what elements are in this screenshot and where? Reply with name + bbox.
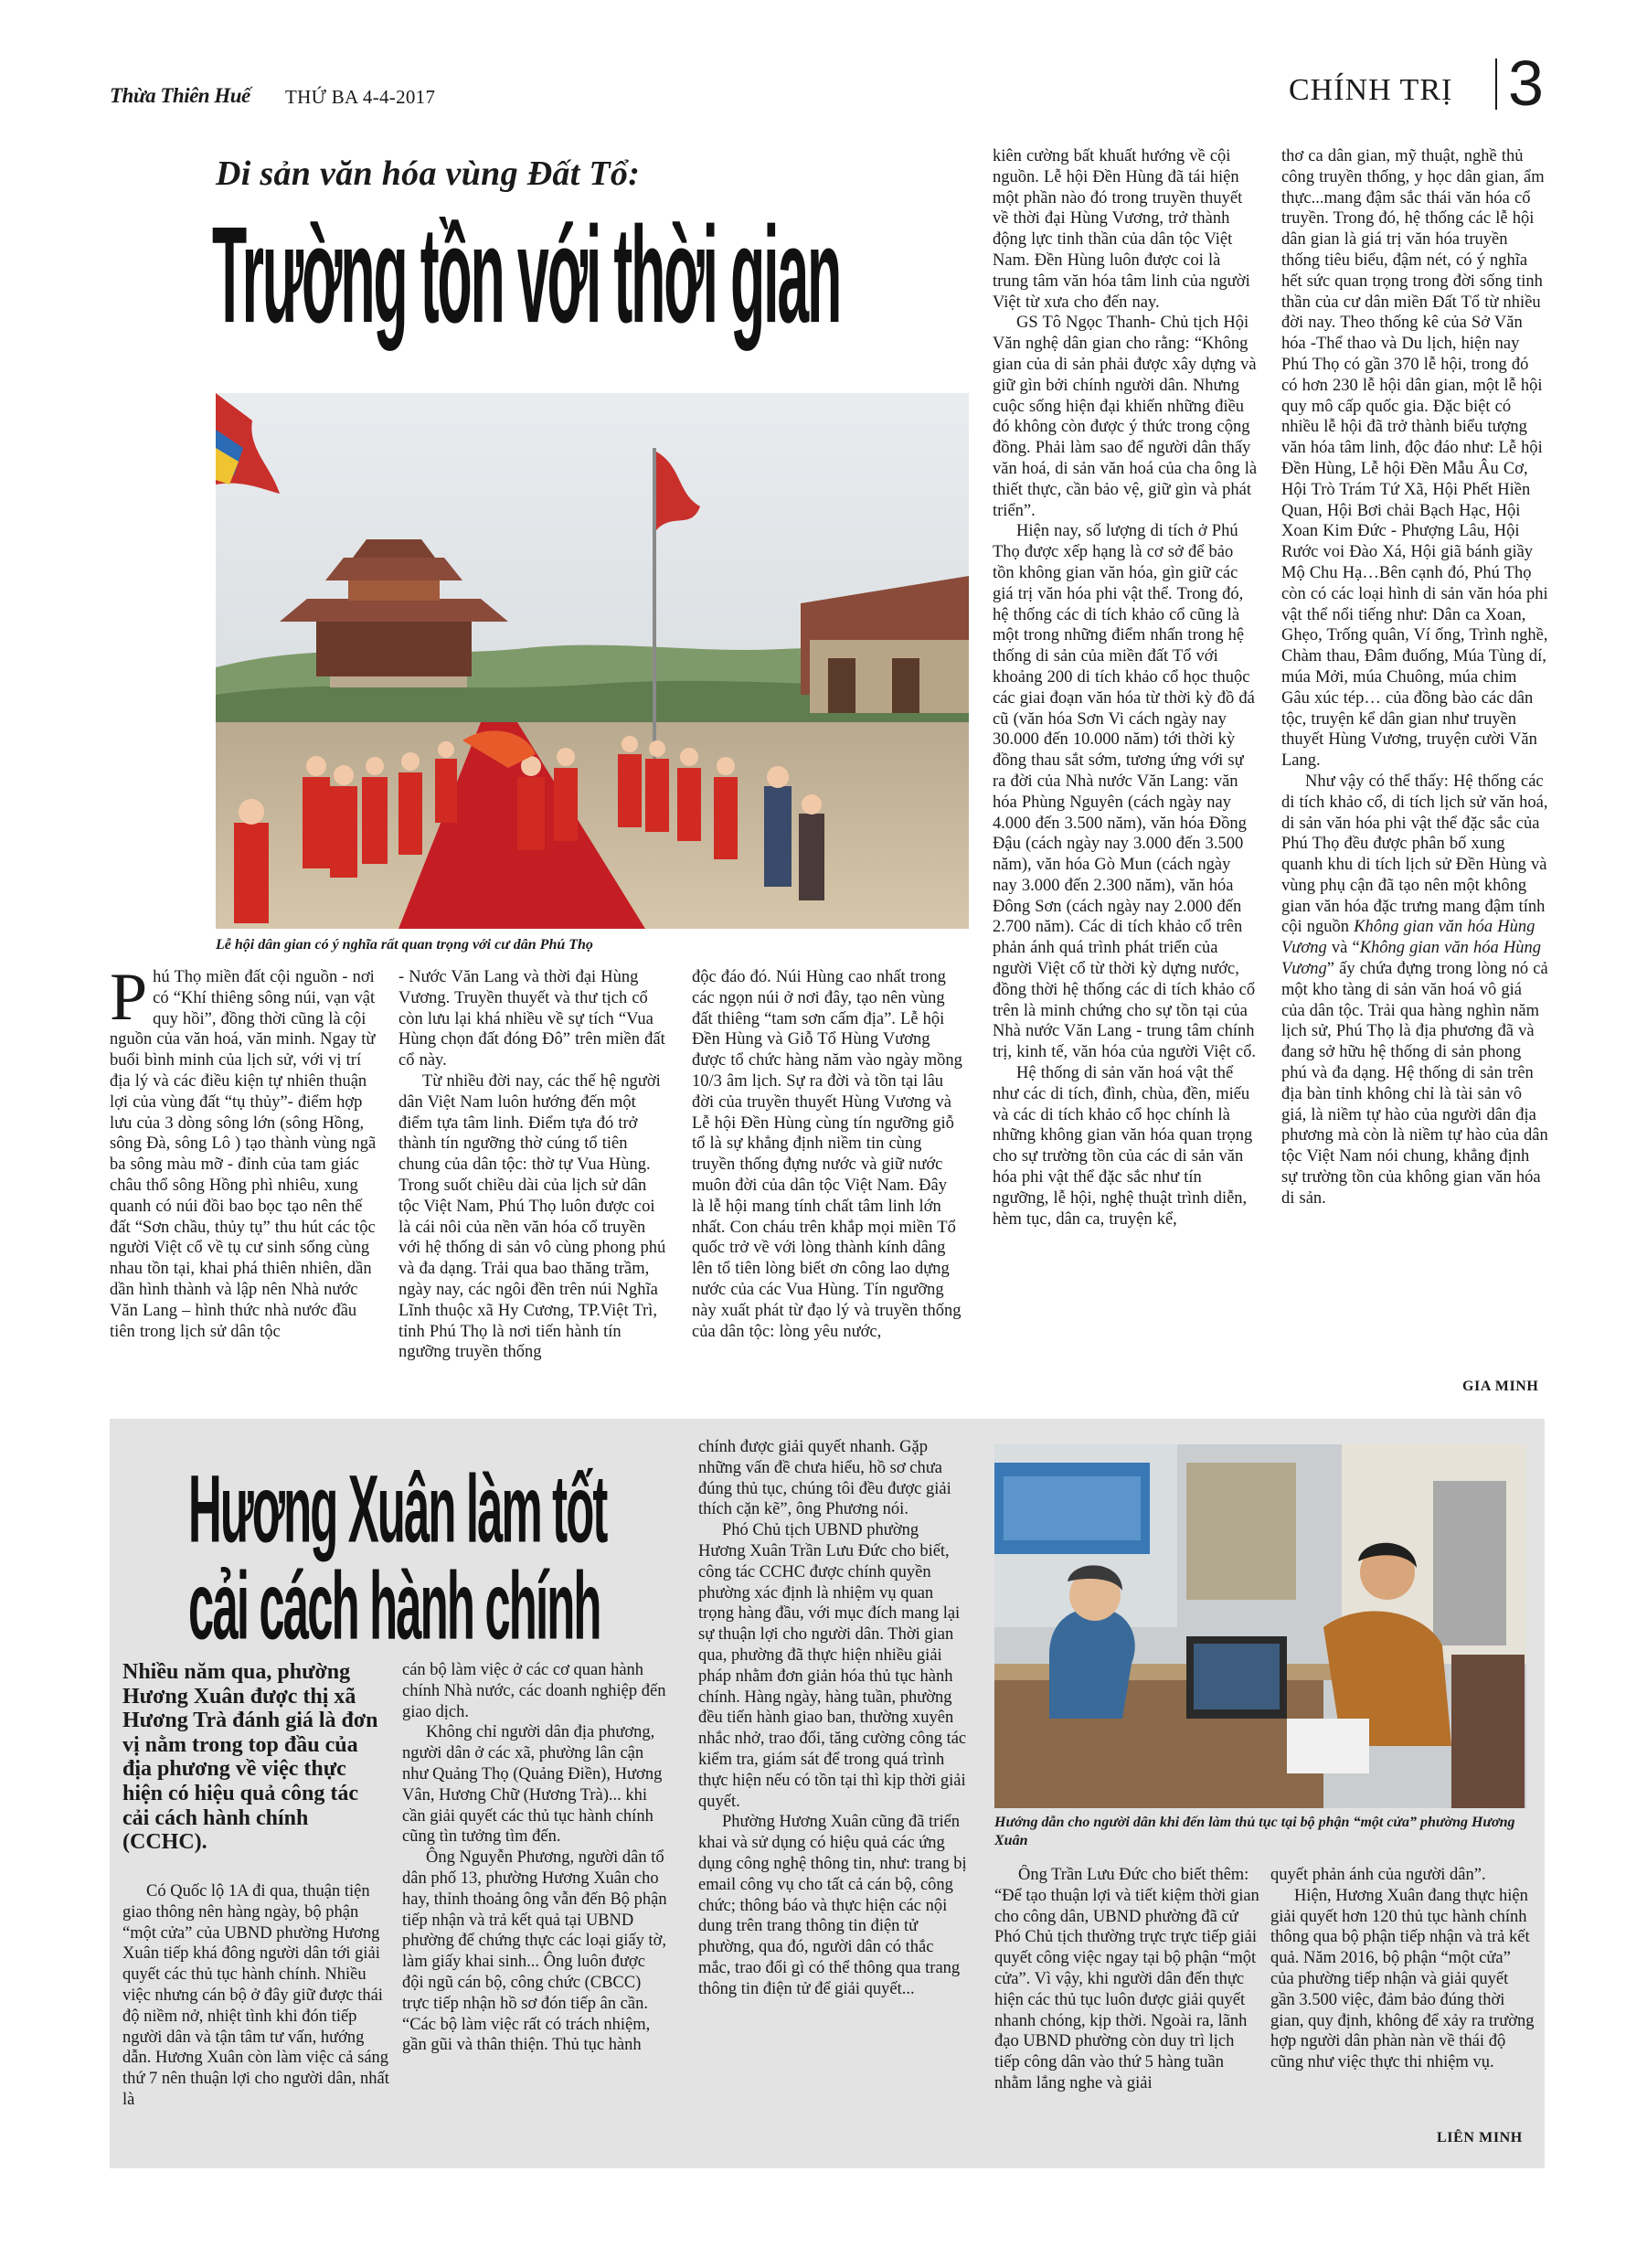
masthead-divider [1495,59,1497,110]
paragraph [1281,772,1548,1209]
article2-column-2 [402,1660,667,2158]
paragraph: Từ nhiều đời nay, các thế hệ người dân Việt Nam luôn hướng đến một điểm tựa tâm linh. Điểm tựa đó trở thành tín ngưỡng thờ cúng tổ tiên chung của dân tộc: thờ tự Vua Hùng. Trong suốt chiều dài của lịch sử dân tộc Việt Nam, Phú Thọ luôn được coi là cái nôi của nền văn hóa cổ truyền với hệ thống di sản vô cùng phong phú và đa dạng. Trải qua bao thăng trầm, ngày nay, các ngôi đền trên núi Nghĩa Lĩnh thuộc xã Hy Cương, TP.Việt Trì, tỉnh Phú Thọ là nơi tiến hành tín ngưỡng truyền thống [398,1071,666,1362]
paragraph: Hiện nay, số lượng di tích ở Phú Thọ được xếp hạng là cơ sở để bảo tồn không gian văn hóa, gìn giữ các giá trị văn hóa phi vật thể. Trong đó, hệ thống các di tích khảo cổ cũng là một trong những điểm nhấn trong hệ thống di sản của miền đất Tổ với khoảng 200 di tích khảo cổ học thuộc các giai đoạn văn hóa từ thời kỳ đồ đá cũ (văn hóa Sơn Vi cách ngày nay 30.000 đến 10.000 năm) tới thời kỳ đồng thau sắt sớm, tương ứng với sự ra đời của Nhà nước Văn Lang: văn hóa Phùng Nguyên (cách ngày nay 4.000 đến 3.500 năm), văn hóa Đồng Đậu (cách ngày nay 3.000 đến 3.500 năm), văn hóa Gò Mun (cách ngày nay 3.000 đến 2.300 năm), văn hóa Đông Sơn (cách ngày nay 2.000 đến 2.700 năm). Các di tích khảo cổ trên phản ánh quá trình phát triển của người Việt cổ từ thời kỳ dựng nước, đồng thời hệ thống các di tích khảo cổ trên là minh chứng cho sự tồn tại của Nhà nước Văn Lang - trung tâm chính trị, kinh tế, văn hóa của người Việt cổ. [993,522,1256,1062]
article2-column-3 [698,1437,969,2159]
paragraph: Có Quốc lộ 1A đi qua, thuận tiện giao thông nên hàng ngày, bộ phận “một cửa” của UBND phường Hương Xuân tiếp khá đông người dân tới giải quyết các thủ tục hành chính. Nhiều việc nhưng cán bộ ở đây giữ được thái độ niềm nở, nhiệt tình khi đón tiếp người dân và tận tâm tư vấn, hướng dẫn. Hương Xuân còn làm việc cả sáng thứ 7 nên thuận lợi cho người dân, nhất là [122,1882,389,2109]
festival-photo-caption: Lễ hội dân gian có ý nghĩa rất quan trọng với cư dân Phú Thọ [216,937,593,953]
paragraph: cán bộ làm việc ở các cơ quan hành chính Nhà nước, các doanh nghiệp đến giao dịch. [402,1661,666,1721]
paragraph: thơ ca dân gian, mỹ thuật, nghề thủ công truyền thống, y học dân gian, ẩm thực...mang đậm sắc thái văn hóa cổ truyền. Trong đó, hệ thống các lễ hội dân gian là giá trị văn hóa truyền thống tiêu biểu, đậm nét, có ý nghĩa hết sức quan trọng trong đời sống tinh thần của cư dân miền Đất Tổ từ nhiều đời nay. Theo thống kê của Sở Văn hóa -Thể thao và Du lịch, hiện nay Phú Thọ có gần 370 lễ hội, trong đó có hơn 230 lễ hội dân gian, một lễ hội quy mô cấp quốc gia. Đặc biệt có nhiều lễ hội đã trở thành biểu tượng văn hóa tâm linh, độc đáo như: Lễ hội Đền Hùng, Lễ hội Đền Mẫu Âu Cơ, Hội Trò Trám Tứ Xã, Hội Phết Hiền Quan, Hội Bơi chải Bạch Hạc, Hội Xoan Kim Đức - Phượng Lâu, Hội Rước voi Đào Xá, Hội giã bánh giầy Mộ Chu Hạ…Bên cạnh đó, Phú Thọ còn có các loại hình di sản văn hóa phi vật thể nổi tiếng như: Dân ca Xoan, Ghẹo, Trống quân, Ví ống, Trình nghề, Chàm thau, Đâm đuống, Múa Tùng dí, múa Mởi, múa Chuông, múa chim Gâu xúc tép… của đồng bào các dân tộc, truyện kể dân gian như truyền thuyết Hùng Vương, truyện cười Văn Lang. [1281,147,1548,771]
italic-run: Không gian văn hóa Hùng Vương [1281,939,1542,979]
text-run: Như vậy có thể thấy: Hệ thống các di tích khảo cổ, di tích lịch sử văn hoá, di sản văn hóa phi vật thể đặc sắc của Phú Thọ đều được phân bố xung quanh khu di tích lịch sử Đền Hùng và vùng phụ cận đã tạo nên một không gian văn hóa đặc trưng mang đậm tính cội nguồn [1281,772,1548,937]
festival-photo-illustration [216,393,969,929]
article1-column-1 [110,967,379,1415]
dropcap: P [110,967,148,1035]
page-number: 3 [1508,48,1544,119]
paragraph: hú Thọ miền đất cội nguồn - nơi có “Khí thiêng sông núi, vạn vật quy hồi”, đồng thời cũng là cội nguồn của văn hoá, văn minh. Ngay từ buổi bình minh của lịch sử, với vị trí địa lý và các điều kiện tự nhiên thuận lợi của vùng đất “tụ thủy”- điểm hợp lưu của 3 dòng sông lớn (sông Hồng, sông Đà, sông Lô ) tạo thành vùng ngã ba sông màu mỡ - đỉnh của tam giác châu thổ sông Hồng phì nhiêu, xung quanh có núi đồi bao bọc tạo nên thế đất “Sơn chầu, thủy tụ” thu hút các tộc người Việt cổ về tụ cư sinh sống cùng nhau tồn tại, khai phá thiên nhiên, dần dần hình thành và lập nên Nhà nước Văn Lang – hình thức nhà nước đầu tiên trong lịch sử dân tộc [110,968,377,1341]
paragraph: Không chỉ người dân địa phương, người dân ở các xã, phường lân cận như Quảng Thọ (Quảng Điền), Hương Vân, Hương Chữ (Hương Trà)... khi cần giải quyết các thủ tục hành chính cũng tìn tưởng tìm đến. [402,1723,663,1847]
article2-headline-line1: Hương Xuân làm tốt [188,1456,607,1563]
festival-photo [216,393,969,929]
paragraph: - Nước Văn Lang và thời đại Hùng Vương. Truyền thuyết và thư tịch cổ còn lưu lại khá nhiều về sự tích “Vua Hùng chọn đất đóng Đô” trên miền đất cổ này. [398,968,665,1070]
text-run: và “ [1326,939,1360,958]
article2-lead: Nhiều năm qua, phường Hương Xuân được thị xã Hương Trà đánh giá là đơn vị nằm trong top đầu của địa phương về việc thực hiện có hiệu quả công tác cải cách hành chính (CCHC). [122,1660,378,1855]
office-photo-illustration [994,1444,1526,1808]
paragraph: Phường Hương Xuân cũng đã triển khai và sử dụng có hiệu quả các ứng dụng công nghệ thông tin, như: trang bị email công vụ cho tất cả cán bộ, công chức; thông báo và thực hiện các nội dung trên trang thông tin điện tử phường, qua đó, người dân có thắc mắc, trao đổi gì có thể thông qua trang thông tin điện tử để giải quyết... [698,1813,967,1998]
article1-column-5 [1281,146,1548,1380]
article1-column-4 [993,146,1258,1412]
paragraph: độc đáo đó. Núi Hùng cao nhất trong các ngọn núi ở nơi đây, tạo nên vùng đất thiêng “tam sơn cấm địa”. Lễ hội Đền Hùng và Giỗ Tổ Hùng Vương được tổ chức hàng năm vào ngày mồng 10/3 âm lịch. Sự ra đời và tồn tại lâu đời của truyền thuyết Hùng Vương và Lễ hội Đền Hùng cùng tín ngưỡng giỗ tổ là sự khẳng định niềm tin cùng truyền thống đựng nước và giữ nước muôn đời của dân tộc Việt Nam. Đây là lễ hội mang tính chất tâm linh lớn nhất. Con cháu trên khắp mọi miền Tổ quốc trở về với lòng thành kính dâng lên tổ tiên lòng biết ơn công lao dựng nước của các Vua Hùng. Tín ngưỡng này xuất phát từ đạo lý và truyền thống của dân tộc: lòng yêu nước, [692,968,962,1341]
office-photo-caption: Hướng dẫn cho người dân khi đến làm thủ tục tại bộ phận “một cửa” phường Hương Xuân [994,1815,1515,1848]
article1-column-3 [692,967,962,1415]
paragraph: GS Tô Ngọc Thanh- Chủ tịch Hội Văn nghệ dân gian cho rằng: “Không gian của di sản phải được xây dựng và giữ gìn bởi chính người dân. Nhưng cuộc sống hiện đại khiến những điều đó không còn được ý thức trong cộng đồng. Phải làm sao để người dân thấy văn hoá, di sản văn hoá của cha ông là thiết thực, cần bảo vệ, giữ gìn và phát triển”. [993,314,1258,520]
issue-date: THỨ BA 4-4-2017 [285,86,436,108]
paragraph: Hệ thống di sản văn hoá vật thể như các di tích, đình, chùa, đền, miếu và các di tích khảo cổ học chính là những không gian văn hóa quan trọng cho sự trường tồn của các di sản văn hóa phi vật thể đặc sắc như tín ngưỡng, lễ hội, nghệ thuật trình diễn, hèm tục, dân ca, truyện kể, [993,1064,1253,1229]
article2-byline: LIÊN MINH [1437,2130,1523,2146]
paragraph: Hiện, Hương Xuân đang thực hiện giải quyết hơn 120 thủ tục hành chính thông qua bộ phận tiếp nhận và trả kết quả. Năm 2016, bộ phận “một cửa” của phường tiếp nhận và giải quyết gần 3.500 việc, đảm bảo đúng thời gian, quy định, không để xảy ra trường hợp người dân phàn nàn về thái độ cũng như việc thực thi nhiệm vụ. [1270,1886,1535,2072]
paragraph: Ông Trần Lưu Đức cho biết thêm: “Để tạo thuận lợi và tiết kiệm thời gian cho công dân, UBND phường đã cử Phó Chủ tịch thường trực trực tiếp giải quyết công việc ngay tại bộ phận “một cửa”. Vì vậy, khi người dân đến thực hiện các thủ tục luôn được giải quyết nhanh chóng, kịp thời. Ngoài ra, lãnh đạo UBND phường còn duy trì lịch tiếp công dân vào thứ 5 hàng tuần nhằm lắng nghe và giải [994,1866,1259,2092]
article1-byline: GIA MINH [1462,1379,1539,1394]
paragraph: quyết phản ánh của người dân”. [1270,1866,1486,1884]
paragraph: kiên cường bất khuất hướng về cội nguồn. Lễ hội Đền Hùng đã tái hiện một phần nào đó trong truyền thuyết về thời đại Hùng Vương, trở thành động lực tinh thần của dân tộc Việt Nam. Đền Hùng luôn được coi là trung tâm văn hóa tâm linh của người Việt từ xưa cho đến nay. [993,147,1250,312]
article2-column-5 [1270,1865,1535,2139]
article1-column-2 [398,967,669,1415]
office-photo [994,1444,1526,1808]
paragraph: Ông Nguyễn Phương, người dân tổ dân phố 13, phường Hương Xuân cho hay, thỉnh thoảng ông vẫn đến Bộ phận tiếp nhận và trả kết quả tại UBND phường để chứng thực các loại giấy tờ, làm giấy khai sinh... Ông luôn được đội ngũ cán bộ, công chức (CBCC) trực tiếp nhận hồ sơ đón tiếp ân cần. “Các bộ làm việc rất có trách nhiệm, gần gũi và thân thiện. Thủ tục hành [402,1848,667,2055]
article1-headline: Trường tồn với thời gian [212,198,841,353]
article1-kicker: Di sản văn hóa vùng Đất Tổ: [216,154,641,193]
section-title: CHÍNH TRỊ [1289,73,1453,107]
article2-column-1 [122,1881,389,2156]
paragraph: chính được giải quyết nhanh. Gặp những vấn đề chưa hiểu, hồ sơ chưa đúng thủ tục, chúng tôi đều được giải thích cặn kẽ”, ông Phương nói. [698,1438,951,1519]
paragraph: Phó Chủ tịch UBND phường Hương Xuân Trần Lưu Đức cho biết, công tác CCHC được chính quyền phường xác định là nhiệm vụ quan trọng hàng đầu, với mục đích mang lại sự thuận lợi cho người dân. Thời gian qua, phường đã thực hiện nhiều giải pháp nhằm đơn giản hóa thủ tục hành chính. Hàng ngày, hàng tuần, phường đều tiến hành giao ban, thường xuyên nhắc nhở, trao đổi, tăng cường công tác kiểm tra, giám sát để trong quá trình thực hiện nếu có tồn tại thì kịp thời giải quyết. [698,1521,967,1811]
newspaper-name: Thừa Thiên Huế [110,84,250,107]
text-run: ” ấy chứa đựng trong lòng nó cả một kho tàng di sản văn hoá vô giá của dân tộc. Trải qua hàng nghìn năm lịch sử, Phú Thọ là địa phương đã và đang sở hữu hệ thống di sản phong phú và đa dạng. Hệ thống di sản trên địa bàn tỉnh không chỉ là tài sản vô giá, là niềm tự hào của người dân địa phương mà còn là niềm tự hào của dân tộc Việt Nam nói chung, khẳng định sự trường tồn của không gian văn hóa di sản. [1281,960,1548,1208]
article2-column-4 [994,1865,1261,2157]
article2-headline-line2: cải cách hành chính [188,1553,600,1660]
italic-run: Không gian văn hóa Hùng Vương [1281,918,1535,958]
